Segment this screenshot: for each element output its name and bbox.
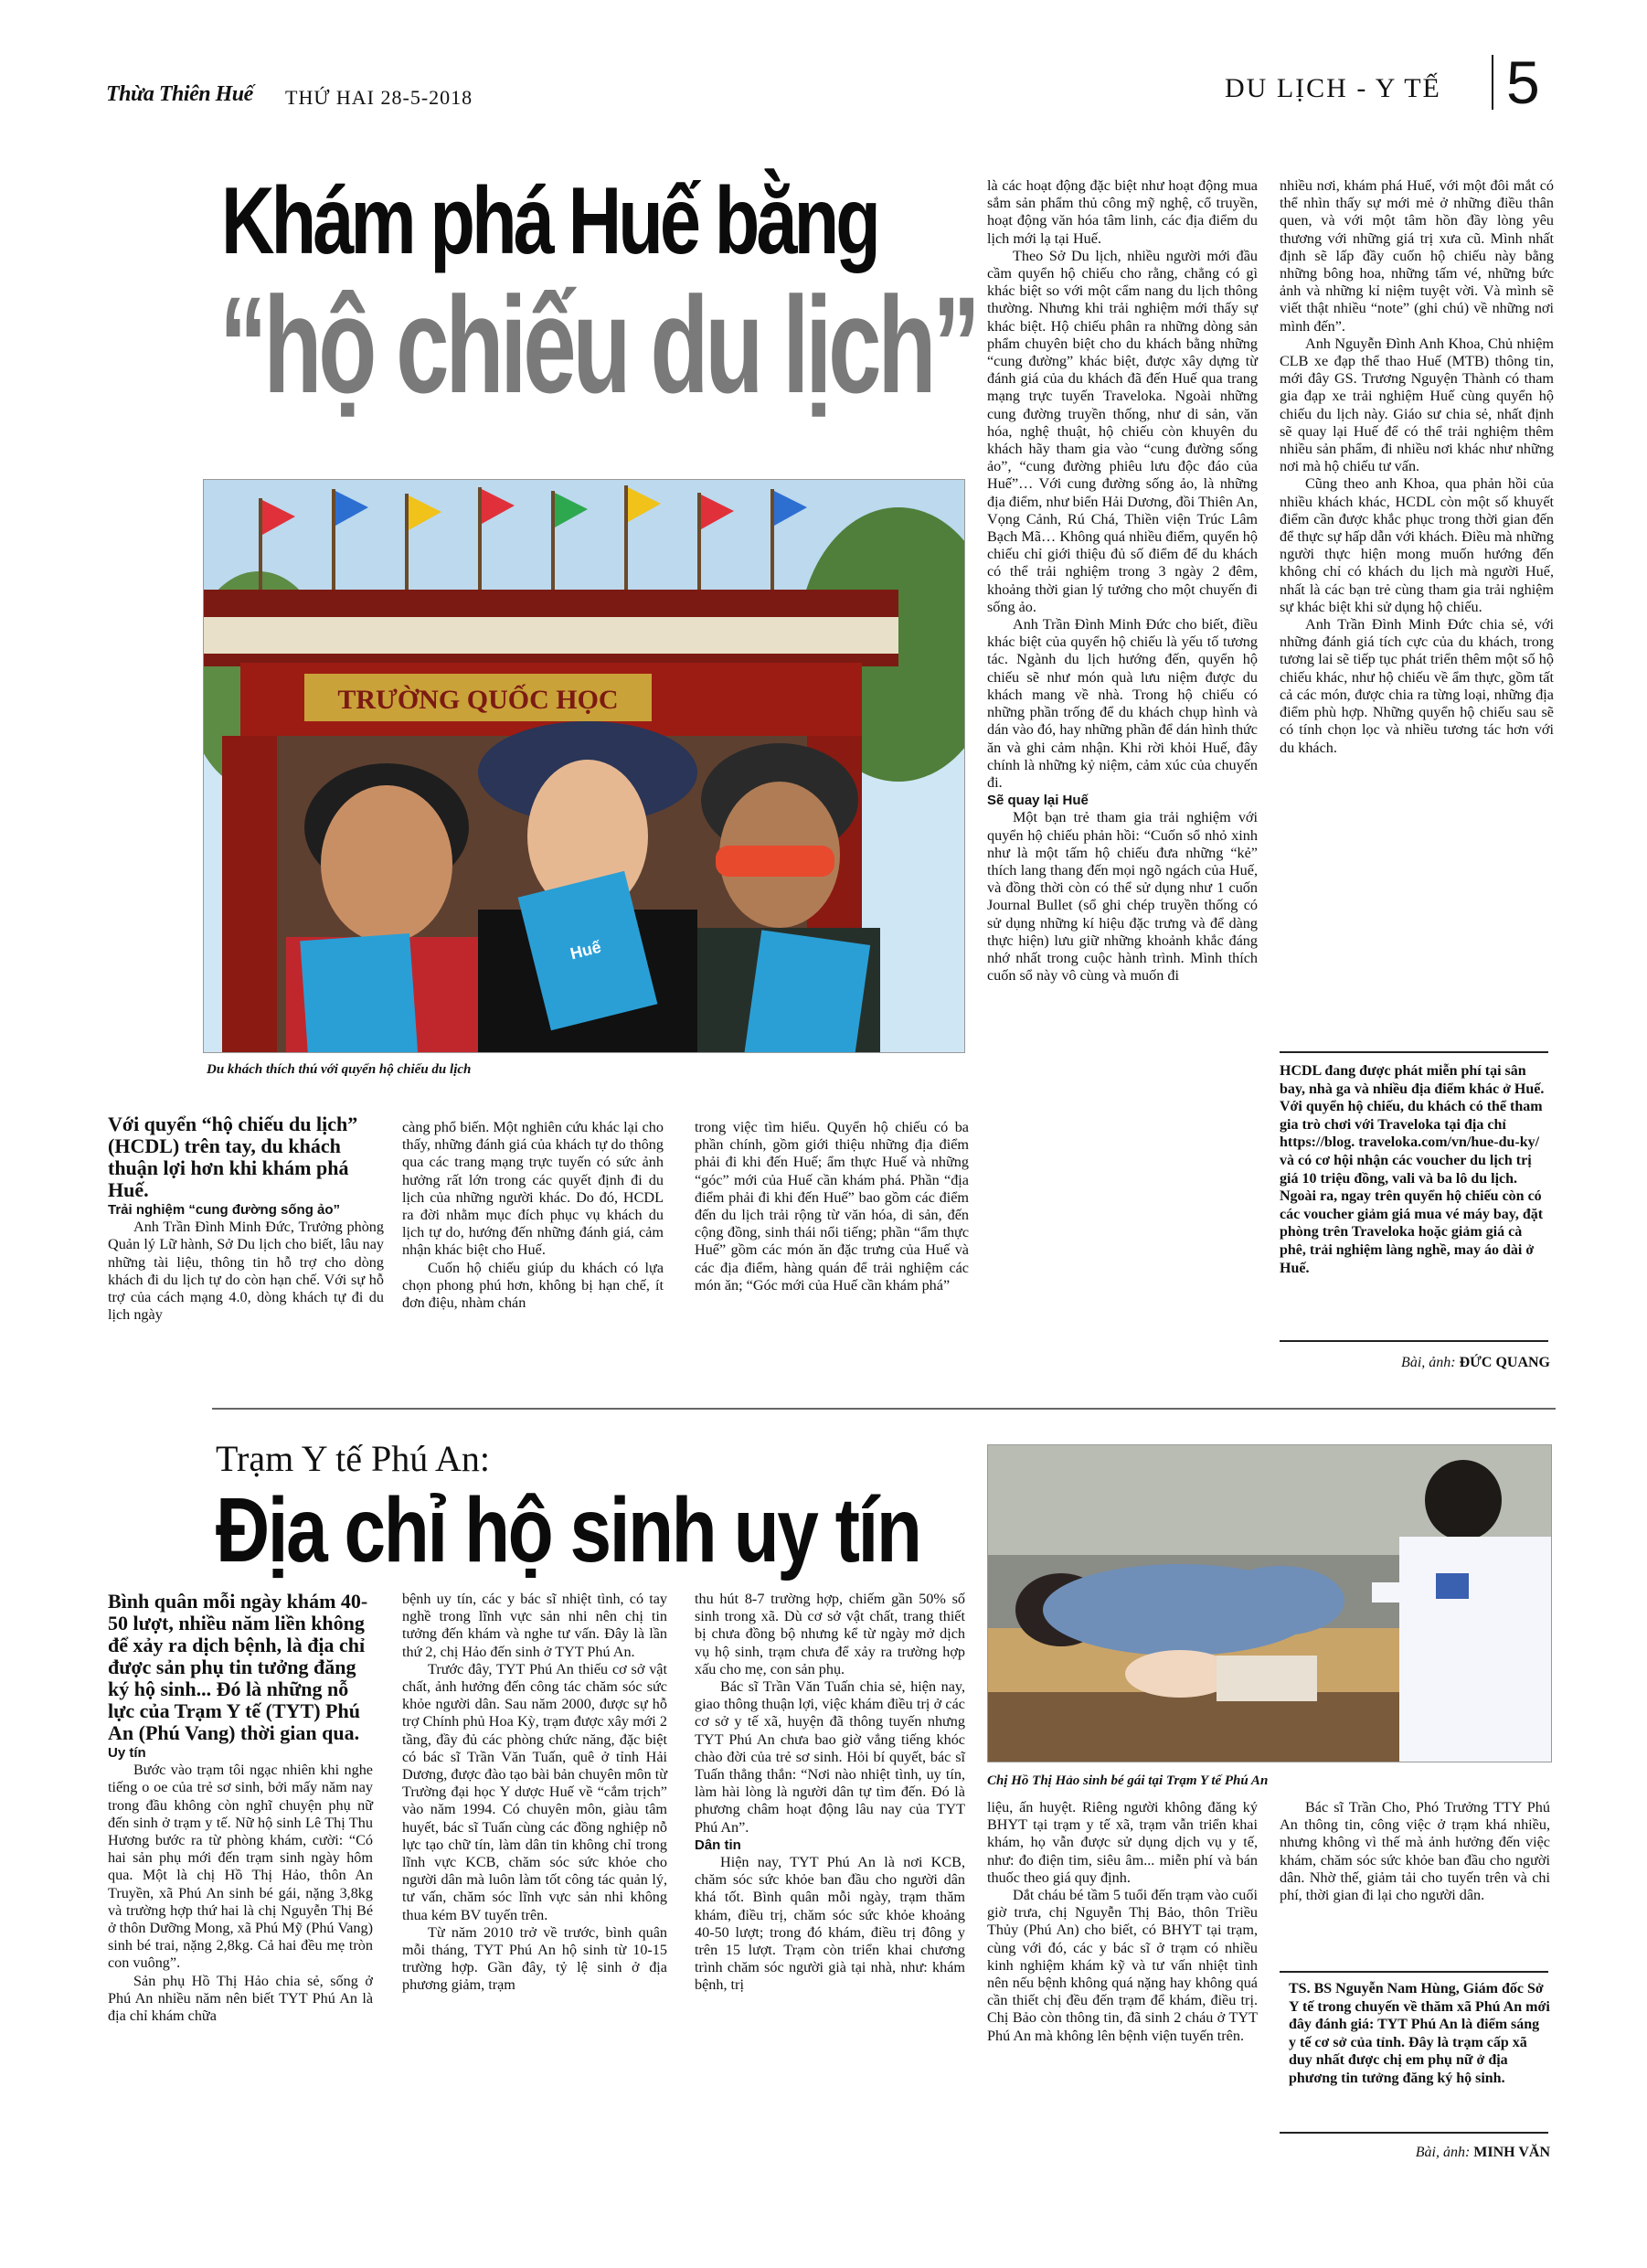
article1-column2 <box>402 1119 664 1312</box>
article2-col2-p1: bệnh uy tín, các y bác sĩ nhiệt tình, có tay nghề trong lĩnh vực sản nhi nên chị tin tưởng đến khám và nghe tư vấn. Đây là lần thứ 2, chị Hảo đến sinh ở TYT Phú An. <box>402 1591 667 1660</box>
article2-col2-p3: Từ năm 2010 trở về trước, bình quân mỗi tháng, TYT Phú An hộ sinh từ 10-15 trường hợp. Gần đây, tỷ lệ sinh ở địa phương giảm, trạm <box>402 1923 667 1994</box>
article1-byline-label: Bài, ảnh: <box>1401 1355 1456 1370</box>
article2-column3 <box>695 1591 965 1995</box>
article2-column5 <box>1280 1799 1550 1904</box>
article2-box-rule-top <box>1280 1971 1548 1973</box>
article2-col3-p2: Bác sĩ Trần Văn Tuấn chia sẻ, hiện nay, giao thông thuận lợi, việc khám điều trị ở các cơ sở y tế xã, huyện đã thông tuyến nhưng TYT Phú An chưa bao giờ vắng tiếng khóc chào đời của trẻ sơ sinh. Hỏi bí quyết, bác sĩ Tuấn thẳng thắn: “Nơi nào nhiệt tình, uy tín, làm hài lòng là người dân tự tìm đến. Đó là phương châm hoạt động lâu nay của TYT Phú An”. <box>695 1678 965 1836</box>
article1-col5-p3: Cũng theo anh Khoa, qua phản hồi của nhiều khách khác, HCDL còn một số khuyết điểm cần được khắc phục trong thời gian đến để thực sự hấp dẫn với khách. Điều mà những người thực hiện mong muốn hướng đến không chỉ có khách du lịch mà người Huế, nhất là các bạn trẻ cùng tham gia trải nghiệm sự khác biệt khi sử dụng hộ chiếu. <box>1280 475 1554 615</box>
article1-subhead1: Trải nghiệm “cung đường sống ảo” <box>108 1202 341 1218</box>
article2-col3-p3: Hiện nay, TYT Phú An là nơi KCB, chăm sóc sức khỏe ban đầu cho người dân khá tốt. Bình quân mỗi ngày, trạm thăm khám, điều trị, chăm sóc sức khỏe khoảng 40-50 lượt; trong đó khám, điều trị đông y trên 15 lượt. Trạm còn triển khai chương trình chăm sóc người già tại nhà, như: khám bệnh, trị <box>695 1854 965 1994</box>
article1-byline <box>1280 1355 1550 1371</box>
mother-baby-photo-illustration <box>988 1445 1551 1762</box>
article1-photo <box>203 479 965 1053</box>
article1-column4 <box>987 177 1258 985</box>
article1-col5-p4: Anh Trần Đình Minh Đức chia sẻ, với những đánh giá tích cực của du khách, trong tương lai sẽ tiếp tục phát triển thêm một số hộ chiếu khác, như hộ chiếu về ẩm thực, gồm tất cả các món, được chia ra từng loại, những địa điểm phù hợp. Những quyển hộ chiếu sau sẽ có tính chọn lọc và nhiều tương tác hơn với du khách. <box>1280 616 1554 756</box>
booklet-text: Huế <box>568 937 603 964</box>
article2-info-box: TS. BS Nguyễn Nam Hùng, Giám đốc Sở Y tế trong chuyến về thăm xã Phú An mới đây đánh giá: TYT Phú An là điểm sáng y tế cơ sở của tỉnh. Đây là trạm cấp xã duy nhất được chị em phụ nữ ở địa phương tin tưởng đăng ký hộ sinh. <box>1289 1981 1550 2086</box>
article2-subhead1: Uy tín <box>108 1745 146 1761</box>
article2-byline-author: MINH VĂN <box>1473 2145 1550 2160</box>
article1-column1 <box>108 1113 384 1324</box>
article2-lead: Bình quân mỗi ngày khám 40-50 lượt, nhiều năm liền không để xảy ra dịch bệnh, là địa chỉ được sản phụ tin tưởng đăng ký hộ sinh... Đó là những nỗ lực của Trạm Y tế (TYT) Phú An (Phú Vang) thời gian qua. <box>108 1590 368 1744</box>
article2-subhead2: Dân tin <box>695 1837 741 1853</box>
article1-box-rule-bottom <box>1280 1340 1548 1342</box>
article1-column5 <box>1280 177 1554 757</box>
article2-col2-p2: Trước đây, TYT Phú An thiếu cơ sở vật chất, ảnh hưởng đến công tác chăm sóc sức khỏe người dân. Sau năm 2000, được sự hỗ trợ Chính phủ Hoa Kỳ, trạm được xây mới 2 tầng, đầy đủ các phòng chức năng, đặc biệt có bác sĩ Trần Văn Tuấn, quê ở tỉnh Hải Dương, được đào tạo bài bản chuyên môn từ Trường đại học Y dược Huế về “cắm trịch” vào năm 1994. Có chuyên môn, giàu tâm huyết, bác sĩ Tuấn cùng các đồng nghiệp nỗ lực tạo chữ tín, làm dân tin không chỉ trong lĩnh vực KCB, chăm sóc sức khỏe cho người dân mà luôn làm tốt công tác quản lý, tư vấn, chăm sóc lĩnh vực sản nhi không thua kém BV tuyến trên. <box>402 1660 667 1923</box>
article2-column2 <box>402 1591 667 1995</box>
gate-sign-text: TRƯỜNG QUỐC HỌC <box>337 685 619 715</box>
article2-byline-label: Bài, ảnh: <box>1415 2145 1471 2160</box>
article1-col5-p1: nhiều nơi, khám phá Huế, với một đôi mắt có thể nhìn thấy sự mới mẻ ở những điều thân quen, và với một tâm hồn đầy lòng yêu thương với những giá trị xưa cũ. Mình nhất định sẽ lấp đầy cuốn hộ chiếu này bằng những bông hoa, những tấm vé, những bức ảnh và những kỉ niệm tuyệt vời. Và mình sẽ viết thật nhiều “note” (ghi chú) về những nơi mình đến”. <box>1280 177 1554 335</box>
article2-kicker: Trạm Y tế Phú An: <box>216 1438 491 1479</box>
article1-col4-p4: Một bạn trẻ tham gia trải nghiệm với quyển hộ chiếu phản hồi: “Cuốn sổ nhỏ xinh như là một tấm hộ chiếu đưa những “kẻ” thích lang thang đến mọi ngõ ngách của Huế, và đồng thời còn có thể sử dụng như 1 cuốn Journal Bullet (sổ ghi chép truyền thống có sử dụng những kí hiệu đặc trưng và để dàng thực hiện) lưu giữ những khoảnh khắc đáng nhớ nhất trong cuộc hành trình. Mình thích cuốn sổ này vô cùng và muốn đi <box>987 809 1258 985</box>
article1-info-box: HCDL đang được phát miễn phí tại sân bay, nhà ga và nhiều địa điểm khác ở Huế. Với quyển hộ chiếu, du khách có thể tham gia trò chơi với Traveloka tại địa chỉ https://blog. traveloka.com/vn/hue-du-ky/ và có cơ hội nhận các voucher du lịch trị giá 10 triệu đồng, vali và ba lô du lịch. Ngoài ra, ngay trên quyển hộ chiếu còn có các voucher giảm giá mua vé máy bay, đặt phòng trên Traveloka hoặc giảm giá cà phê, trải nghiệm làng nghề, may áo dài ở Huế. <box>1280 1063 1545 1276</box>
paper-name: Thừa Thiên Huế <box>106 82 253 106</box>
article2-byline <box>1280 2145 1550 2161</box>
article2-col5-p1: Bác sĩ Trần Cho, Phó Trưởng TTY Phú An thông tin, công việc ở trạm khá nhiều, nhưng không vì thế mà ảnh hưởng đến việc khám, chăm sóc sức khỏe ban đầu cho người dân. Nhờ thế, giảm tải cho tuyến trên và chi phí, thời gian đi lại cho người dân. <box>1280 1799 1550 1904</box>
article1-byline-author: ĐỨC QUANG <box>1459 1355 1550 1370</box>
page-number: 5 <box>1506 48 1540 116</box>
article2-col4-p2: Dắt cháu bé tầm 5 tuổi đến trạm vào cuối giờ trưa, chị Nguyễn Thị Bảo, thôn Triều Thủy (Phú An) cho biết, có BHYT tại trạm, cùng với đó, các y bác sĩ ở trạm có nhiều kinh nghiệm khám kỹ và tư vấn nhiệt tình nên nếu bệnh không quá nặng hay không quá cần thiết chị đều đến trạm để khám, điều trị. Chị Bảo còn thông tin, đã sinh 2 cháu ở TYT Phú An mà không lên bệnh viện tuyến trên. <box>987 1887 1258 2044</box>
article-separator <box>212 1408 1556 1410</box>
article1-col1-text: Anh Trần Đình Minh Đức, Trưởng phòng Quản lý Lữ hành, Sở Du lịch cho biết, lâu nay những tài liệu, thông tin hỗ trợ cho dòng khách đi du lịch tự do còn hạn chế. Với sự hỗ trợ của cách mạng 4.0, dòng khách tự đi du lịch ngày <box>108 1219 384 1324</box>
issue-date: THỨ HAI 28-5-2018 <box>285 86 473 109</box>
article1-col3-text: trong việc tìm hiểu. Quyển hộ chiếu có ba phần chính, gồm giới thiệu những địa điểm phải đi khi đến Huế; ẩm thực Huế và những “góc” mới của Huế cần khám phá. Phần “địa điểm phải đi khi đến Huế” bao gồm các điểm đến du lịch trải rộng từ văn hóa, di sản, đến cộng đồng, sinh thái nổi tiếng; phần “ẩm thực Huế” gồm các món ăn đặc trưng của Huế và các địa điểm, hàng quán để trải nghiệm các món ăn; “Góc mới của Huế cần khám phá” <box>695 1119 969 1294</box>
article1-col4-p3: Anh Trần Đình Minh Đức cho biết, điều khác biệt của quyển hộ chiếu là yếu tố tương tác. Ngành du lịch hướng đến, quyển hộ chiếu sẽ như món quà lưu niệm được du khách mang về nhà. Trong hộ chiếu có những phần trống để du khách chụp hình và dán vào đó, hay những phần để dán hình thức ăn và ghi cảm nhận. Khi rời khỏi Huế, đây chính là những kỷ niệm, cảm xúc của chuyến đi. <box>987 616 1258 791</box>
article1-lead: Với quyển “hộ chiếu du lịch” (HCDL) trên tay, du khách thuận lợi hơn khi khám phá Huế. <box>108 1113 358 1201</box>
article2-col1-p2: Sản phụ Hồ Thị Hảo chia sẻ, sống ở Phú An nhiều năm nên biết TYT Phú An là địa chỉ khám chữa <box>108 1972 373 2025</box>
article1-box-rule-top <box>1280 1051 1548 1053</box>
article2-column1 <box>108 1591 373 2025</box>
article2-photo-caption: Chị Hồ Thị Hảo sinh bé gái tại Trạm Y tế Phú An <box>987 1773 1269 1788</box>
header-divider <box>1492 55 1493 110</box>
article1-col2-p1: càng phổ biến. Một nghiên cứu khác lại cho thấy, những đánh giá của khách tự do thông qua các trang mạng trực tuyến có sức ảnh hưởng rất lớn trong các quyết định đi du lịch của những người khác. Do đó, HCDL ra đời nhằm mục đích phục vụ khách du lịch tự do, hướng đến những đánh giá, cảm nhận khác biệt cho Huế. <box>402 1119 664 1259</box>
article2-box-rule-bottom <box>1280 2132 1548 2134</box>
article2-col3-p1: thu hút 8-7 trường hợp, chiếm gần 50% số sinh trong xã. Dù cơ sở vật chất, trang thiết bị chưa đồng bộ nhưng kể từ ngày mở dịch vụ hộ sinh, trạm chưa để xảy ra trường hợp xấu cho mẹ, con sản phụ. <box>695 1591 965 1677</box>
article1-col4-p2: Theo Sở Du lịch, nhiều người mới đầu cầm quyển hộ chiếu cho rằng, chẳng có gì khác biệt so với một cẩm nang du lịch thông thường. Nhưng khi trải nghiệm mới thấy sự khác biệt. Hộ chiếu phân ra những dòng sản phẩm chuyên biệt cho du khách bằng những “cung đường” khác biệt, được xây dựng từ đánh giá của du khách đã đến Huế qua trang mạng trực tuyến Traveloka. Ngoài những cung đường truyền thống, như di sản, văn hóa, nghệ thuật, hộ chiếu còn khuyên du khách hãy tham gia vào “cung đường sống ảo”, “cung đường phiêu lưu độc đáo của Huế”… Với cung đường sống ảo, là những địa điểm, như biển Hải Dương, đồi Thiên An, Vọng Cảnh, Rú Chá, Thiền viện Trúc Lâm Bạch Mã… Không quá nhiều điểm, quyển hộ chiếu chỉ giới thiệu đủ số điểm để du khách có thể trải nghiệm trong 3 ngày 2 đêm, khoảng thời gian lý tưởng cho một chuyến đi sống ảo. <box>987 247 1258 615</box>
article1-title-line2: “hộ chiếu du lịch” <box>219 268 977 421</box>
article2-col1-p1: Bước vào trạm tôi ngạc nhiên khi nghe tiếng o oe của trẻ sơ sinh, bởi mấy năm nay trong đầu không còn nghĩ chuyện phụ nữ đến sinh ở trạm y tế. Nữ hộ sinh Lê Thị Thu Hương bước ra từ phòng khám, cười: “Có hai sản phụ mới đến trạm sinh ngày hôm qua. Một là chị Hồ Thị Hảo, thôn An Truyền, xã Phú An sinh bé gái, nặng 3,8kg và trường hợp thứ hai là chị Nguyễn Thị Bé ở thôn Dưỡng Mong, xã Phú Mỹ (Phú Vang) sinh bé trai, nặng 2,8kg. Cả hai đều mẹ tròn con vuông”. <box>108 1762 373 1972</box>
article2-col4-p1: liệu, ấn huyệt. Riêng người không đăng ký BHYT tại trạm y tế xã, trạm vẫn triển khai khám, họ vẫn được sử dụng dịch vụ y tế, như: đo điện tim, siêu âm... miễn phí và bán thuốc theo giá quy định. <box>987 1799 1258 1886</box>
article1-col5-p2: Anh Nguyễn Đình Anh Khoa, Chủ nhiệm CLB xe đạp thể thao Huế (MTB) thông tin, mới đây GS. Trương Nguyện Thành có tham gia đạp xe trải nghiệm Huế cùng quyển hộ chiếu du lịch này. Giáo sư chia sẻ, nhất định sẽ quay lại Huế để có thể trải nghiệm thêm nhiều sản phẩm, đi nhiều nơi khác như những nơi mà hộ chiếu tư vấn. <box>1280 335 1554 475</box>
article2-column4 <box>987 1799 1258 2045</box>
tourists-photo-illustration <box>204 480 964 1052</box>
section-name: DU LỊCH - Y TẾ <box>1225 73 1441 103</box>
article1-subhead2: Sẽ quay lại Huế <box>987 793 1089 809</box>
article1-title-line1: Khám phá Huế bằng <box>221 168 877 274</box>
article1-col4-p1: là các hoạt động đặc biệt như hoạt động mua sắm sản phẩm thủ công mỹ nghệ, cổ truyền, hoạt động văn hóa tâm linh, các địa điểm du lịch mới lạ tại Huế. <box>987 177 1258 247</box>
article1-col2-p2: Cuốn hộ chiếu giúp du khách có lựa chọn phong phú hơn, không bị hạn chế, ít đơn điệu, nhàm chán <box>402 1259 664 1312</box>
article1-photo-caption: Du khách thích thú với quyển hộ chiếu du lịch <box>207 1062 472 1077</box>
article1-column3 <box>695 1119 969 1294</box>
article2-photo <box>987 1444 1552 1762</box>
article2-title: Địa chỉ hộ sinh uy tín <box>216 1479 920 1581</box>
